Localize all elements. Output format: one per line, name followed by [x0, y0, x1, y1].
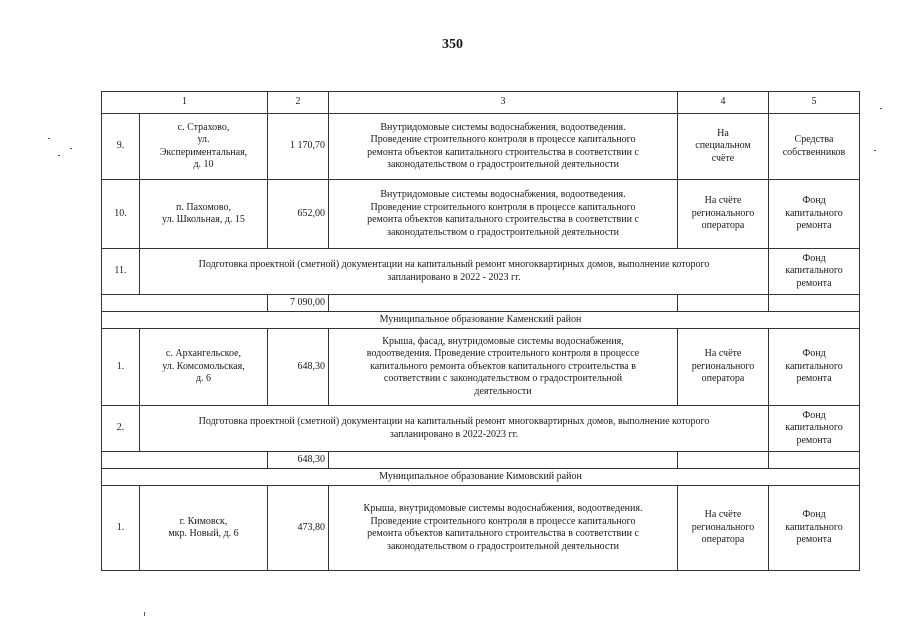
repair-register-table: [101, 91, 860, 571]
works-line: законодательством о градостроительной деятельности: [387, 540, 619, 552]
source-line: Фонд: [802, 409, 826, 421]
header-col-4: 4: [678, 92, 769, 114]
account-line: оператора: [701, 534, 745, 546]
source-line: ремонта: [796, 373, 832, 385]
header-row: [102, 92, 860, 114]
total-cost: 648,30: [268, 452, 329, 469]
source-line: Фонд: [802, 195, 826, 207]
works-line: Крыша, внутридомовые системы водоснабжения, водоотведения.: [363, 503, 643, 514]
header-col-2: 2: [268, 92, 329, 114]
works-line: Проведение строительного контроля в процессе капитального: [370, 201, 636, 213]
source-line: капитального: [785, 360, 843, 372]
address-line: ул. Школьная, д. 15: [162, 214, 245, 225]
address-line: д. 6: [195, 373, 212, 385]
account-line: На счёте: [704, 348, 742, 360]
scan-speck: [48, 138, 50, 139]
page-number: 350: [442, 37, 463, 52]
works-line: ремонта объектов капитального строительства в соответствии с: [367, 528, 639, 539]
source-cell: [769, 329, 860, 406]
row-number: 1.: [102, 329, 140, 406]
address-line: г. Кимовск,: [179, 515, 228, 527]
works-line: Внутридомовые системы водоснабжения, водоотведения.: [380, 189, 626, 200]
header-col-3: 3: [329, 92, 678, 114]
works-line: соответствии с законодательством о градостроительной: [383, 373, 623, 385]
source-line: ремонта: [796, 277, 832, 289]
account-line: оператора: [701, 373, 745, 385]
municipality-name: Муниципальное образование Кимовский район: [102, 469, 860, 486]
source-line: ремонта: [796, 434, 832, 446]
row-number: 1.: [102, 486, 140, 571]
project-text-cell: [140, 249, 769, 295]
account-line: На счёте: [704, 195, 742, 207]
account-line: оператора: [701, 220, 745, 232]
works-line: ремонта объектов капитального строительства в соответствии с: [367, 214, 639, 225]
works-line: деятельности: [474, 385, 532, 397]
scan-speck: [874, 150, 876, 151]
address-line: п. Пахомово,: [176, 201, 231, 213]
account-line: регионального: [691, 521, 755, 533]
account-cell: [678, 329, 769, 406]
scan-speck: [58, 155, 60, 156]
works-cell: [329, 114, 678, 180]
address-cell: [140, 329, 268, 406]
total-empty: [769, 295, 860, 312]
total-empty: [102, 452, 268, 469]
scan-speck: [880, 108, 882, 109]
header-col-1: 1: [102, 92, 268, 114]
address-cell: [140, 180, 268, 249]
row-number: 11.: [102, 249, 140, 295]
table-row: [102, 114, 860, 180]
works-line: водоотведения. Проведение строительного контроля в процессе: [366, 348, 640, 360]
total-empty: [329, 295, 678, 312]
address-line: мкр. Новый, д. 6: [168, 528, 239, 539]
scan-speck: [144, 612, 145, 616]
project-text-cell: [140, 406, 769, 452]
works-line: Внутридомовые системы водоснабжения, водоотведения.: [380, 121, 626, 133]
row-number: 2.: [102, 406, 140, 452]
scan-speck: [70, 148, 72, 149]
source-line: капитального: [785, 521, 843, 533]
cost-cell: 652,00: [268, 180, 329, 249]
address-line: с. Архангельское,: [165, 348, 242, 360]
total-empty: [102, 295, 268, 312]
source-cell: [769, 406, 860, 452]
works-line: капитального ремонта объектов капитального строительства в: [370, 360, 636, 372]
account-line: На счёте: [704, 509, 742, 521]
source-cell: [769, 249, 860, 295]
account-line: На: [717, 127, 729, 139]
works-line: ремонта объектов капитального строительства в соответствии с: [367, 146, 639, 158]
total-empty: [678, 452, 769, 469]
works-line: Проведение строительного контроля в процессе капитального: [370, 134, 636, 145]
table-row: [102, 249, 860, 295]
table-row: [102, 180, 860, 249]
works-line: Крыша, фасад, внутридомовые системы водоснабжения,: [382, 335, 624, 347]
source-line: Средства: [794, 134, 834, 145]
source-line: ремонта: [796, 220, 832, 232]
total-cost: 7 090,00: [268, 295, 329, 312]
works-line: законодательством о градостроительной деятельности: [387, 159, 619, 170]
source-line: капитального: [785, 207, 843, 219]
header-col-5: 5: [769, 92, 860, 114]
project-line: запланировано в 2022 - 2023 гг.: [387, 271, 521, 283]
works-line: Проведение строительного контроля в процессе капитального: [370, 515, 636, 527]
total-empty: [769, 452, 860, 469]
cost-cell: 1 170,70: [268, 114, 329, 180]
source-cell: [769, 486, 860, 571]
municipality-row: [102, 312, 860, 329]
account-cell: [678, 486, 769, 571]
total-row: [102, 295, 860, 312]
total-empty: [678, 295, 769, 312]
source-line: Фонд: [802, 509, 826, 521]
source-line: капитального: [785, 265, 843, 277]
account-cell: [678, 180, 769, 249]
source-cell: [769, 114, 860, 180]
table-row: [102, 329, 860, 406]
account-line: регионального: [691, 207, 755, 219]
table-row: [102, 486, 860, 571]
project-line: Подготовка проектной (сметной) документации на капитальный ремонт многоквартирных домов, выполнение которого: [198, 416, 710, 427]
municipality-row: [102, 469, 860, 486]
source-cell: [769, 180, 860, 249]
municipality-name: Муниципальное образование Каменский район: [102, 312, 860, 329]
address-line: ул.: [197, 134, 210, 145]
table-row: [102, 406, 860, 452]
works-cell: [329, 329, 678, 406]
address-cell: [140, 486, 268, 571]
account-line: специальном: [695, 140, 751, 152]
address-line: ул. Комсомольская,: [162, 360, 245, 372]
works-line: законодательством о градостроительной деятельности: [387, 226, 619, 238]
row-number: 9.: [102, 114, 140, 180]
total-empty: [329, 452, 678, 469]
row-number: 10.: [102, 180, 140, 249]
address-line: с. Страхово,: [177, 121, 230, 133]
source-line: Фонд: [802, 252, 826, 264]
works-cell: [329, 486, 678, 571]
source-line: собственников: [782, 146, 846, 158]
address-cell: [140, 114, 268, 180]
account-cell: [678, 114, 769, 180]
address-line: д. 10: [193, 159, 214, 170]
cost-cell: 648,30: [268, 329, 329, 406]
source-line: капитального: [785, 422, 843, 434]
project-line: запланировано в 2022-2023 гг.: [389, 428, 519, 440]
account-line: регионального: [691, 360, 755, 372]
project-line: Подготовка проектной (сметной) документации на капитальный ремонт многоквартирных домов, выполнение которого: [198, 259, 710, 270]
address-line: Экспериментальная,: [159, 146, 248, 158]
cost-cell: 473,80: [268, 486, 329, 571]
total-row: [102, 452, 860, 469]
source-line: ремонта: [796, 534, 832, 546]
source-line: Фонд: [802, 348, 826, 360]
account-line: счёте: [711, 152, 735, 164]
works-cell: [329, 180, 678, 249]
